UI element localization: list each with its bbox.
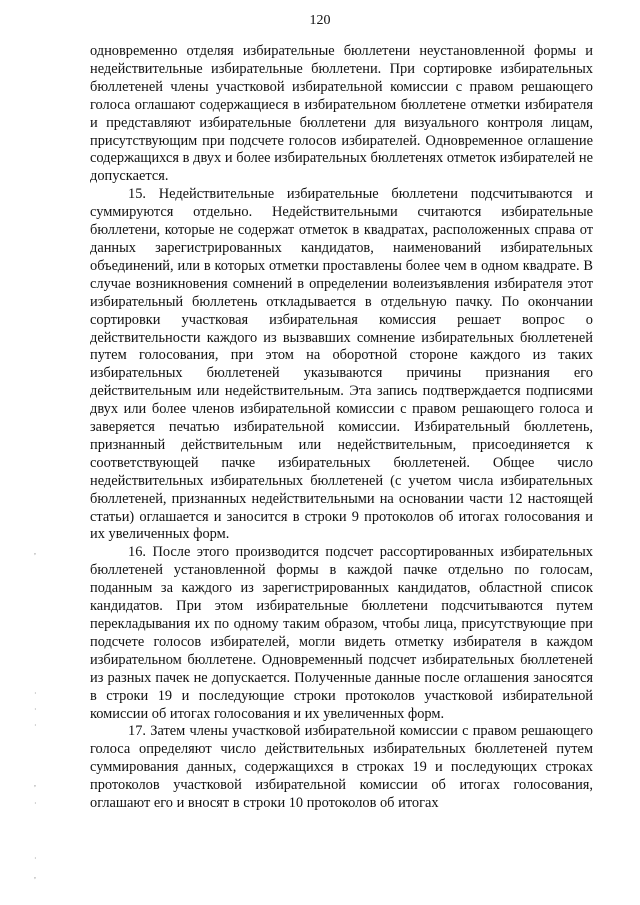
scan-mark: , — [34, 871, 36, 880]
scan-mark: , — [34, 547, 36, 556]
margin-scan-marks — [34, 0, 48, 905]
scan-mark: , — [34, 779, 36, 788]
scan-mark: · — [34, 721, 37, 730]
scan-mark: · — [34, 689, 37, 698]
document-body — [90, 43, 593, 813]
paragraph-15: 15. Недействительные избирательные бюллетени подсчитываются и суммируются отдельно. Недействительными считаются избирательные бюллетени, которые не содержат отметок в квадратах, расположенных справа от данных зарегистрированных кандидатов, наименований избирательных объединений, или в которых отметки проставлены более чем в одном квадрате. В случае возникновения сомнений в определении волеизъявления избирателя этот избирательный бюллетень откладывается в отдельную пачку. По окончании сортировки участковая избирательная комиссия решает вопрос о действительности каждого из вызвавших сомнение избирательных бюллетеней путем голосования, при этом на оборотной стороне каждого из таких избирательных бюллетеней указываются причины признания его действительным или недействительным. Эта запись подтверждается подписями двух или более членов избирательной комиссии с правом решающего голоса и заверяется печатью избирательной комиссии. Избирательный бюллетень, признанный действительным или недействительным, присоединяется к соответствующей пачке избирательных бюллетеней. Общее число недействительных избирательных бюллетеней (с учетом числа избирательных бюллетеней, признанных недействительными на основании части 12 настоящей статьи) оглашается и заносится в строки 9 протоколов об итогах голосования и их увеличенных форм. — [90, 186, 593, 543]
scan-mark: · — [34, 854, 37, 863]
paragraph-continuation: одновременно отделяя избирательные бюллетени неустановленной формы и недействительные избирательные бюллетени. При сортировке избирательных бюллетеней члены участковой избирательной комиссии с правом решающего голоса оглашают содержащиеся в избирательном бюллетене отметки избирателя и представляют избирательные бюллетени для визуального контроля лицам, присутствующим при подсчете голосов избирателей. Одновременное оглашение содержащихся в двух и более избирательных бюллетенях отметок избирателей не допускается. — [90, 43, 593, 185]
paragraph-17: 17. Затем члены участковой избирательной комиссии с правом решающего голоса определяют число действительных избирательных бюллетеней путем суммирования данных, содержащихся в строках 19 и последующих строках протоколов участковой избирательной комиссии об итогах голосования, оглашают его и вносят в строки 10 протоколов об итогах — [90, 723, 593, 812]
paragraph-16: 16. После этого производится подсчет рассортированных избирательных бюллетеней установленной формы в каждой пачке отдельно по голосам, поданным за каждого из зарегистрированных кандидатов, областной список кандидатов. При этом избирательные бюллетени подсчитываются путем перекладывания их по одному таким образом, чтобы лица, присутствующие при подсчете голосов избирателей, могли видеть отметку избирателя в каждом избирательном бюллетене. Одновременный подсчет избирательных бюллетеней из разных пачек не допускается. Полученные данные после оглашения заносятся в строки 19 и последующие строки протоколов участковой избирательной комиссии об итогах голосования и их увеличенных форм. — [90, 544, 593, 722]
scan-mark: · — [34, 799, 37, 808]
scan-mark: · — [34, 705, 37, 714]
page-number: 120 — [309, 13, 331, 28]
